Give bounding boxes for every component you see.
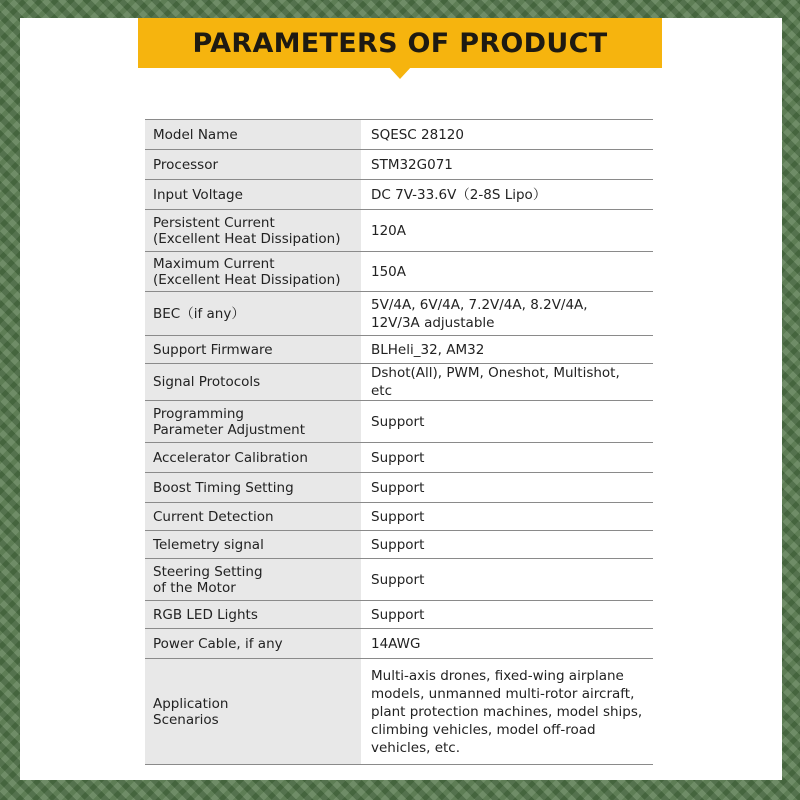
row-value-cell: [361, 252, 653, 292]
row-label: Processor: [153, 156, 219, 173]
banner-notch: [388, 66, 412, 79]
row-value-cell: [361, 292, 653, 336]
table-row: [145, 629, 653, 659]
row-value-cell: [361, 210, 653, 252]
row-label: Programming Parameter Adjustment: [153, 405, 306, 438]
row-label-cell: [145, 364, 361, 401]
table-row: [145, 180, 653, 210]
row-label-cell: [145, 180, 361, 210]
row-label: Accelerator Calibration: [153, 449, 308, 466]
table-row: [145, 401, 653, 443]
table-row: [145, 659, 653, 765]
table-row: [145, 531, 653, 559]
row-value: Support: [371, 479, 425, 496]
row-value: 120A: [371, 222, 407, 239]
row-value: Support: [371, 508, 425, 525]
table-row: [145, 443, 653, 473]
row-value-cell: [361, 120, 653, 150]
row-value-cell: [361, 443, 653, 473]
row-label-cell: [145, 659, 361, 765]
table-row: [145, 559, 653, 601]
row-value: Support: [371, 606, 425, 623]
row-label: Application Scenarios: [153, 695, 229, 728]
row-value: DC 7V-33.6V（2-8S Lipo）: [371, 186, 547, 203]
row-value-cell: [361, 503, 653, 531]
row-value: Dshot(All), PWM, Oneshot, Multishot, etc: [371, 365, 620, 399]
spec-table: [145, 119, 653, 765]
title-banner: [138, 18, 662, 68]
row-label-cell: [145, 559, 361, 601]
row-value: BLHeli_32, AM32: [371, 341, 485, 358]
row-label-cell: [145, 292, 361, 336]
row-label: Telemetry signal: [153, 536, 264, 553]
table-row: [145, 336, 653, 364]
row-label-cell: [145, 120, 361, 150]
row-label: Power Cable, if any: [153, 635, 283, 652]
table-row: [145, 364, 653, 401]
row-label-cell: [145, 601, 361, 629]
row-value-cell: [361, 629, 653, 659]
row-label-cell: [145, 150, 361, 180]
row-label: Signal Protocols: [153, 374, 261, 390]
row-value-cell: [361, 336, 653, 364]
row-value-cell: [361, 473, 653, 503]
row-label: Maximum Current (Excellent Heat Dissipation): [153, 255, 341, 288]
row-label: Current Detection: [153, 508, 274, 525]
table-row: [145, 252, 653, 292]
row-value-cell: [361, 559, 653, 601]
table-row: [145, 601, 653, 629]
row-label: Boost Timing Setting: [153, 479, 294, 496]
row-value-cell: [361, 601, 653, 629]
table-row: [145, 210, 653, 252]
row-label-cell: [145, 503, 361, 531]
row-label: Persistent Current (Excellent Heat Dissipation): [153, 214, 341, 247]
row-label-cell: [145, 531, 361, 559]
row-value: Support: [371, 536, 425, 553]
row-label-cell: [145, 473, 361, 503]
row-value: 5V/4A, 6V/4A, 7.2V/4A, 8.2V/4A, 12V/3A adjustable: [371, 296, 588, 331]
row-value-cell: [361, 659, 653, 765]
row-label-cell: [145, 443, 361, 473]
row-value: STM32G071: [371, 156, 453, 173]
row-value: Multi-axis drones, fixed-wing airplane models, unmanned multi-rotor aircraft, plant protection machines, model ships, climbing vehicles, model off-road vehicles, etc.: [371, 667, 643, 756]
row-value-cell: [361, 364, 653, 401]
row-value-cell: [361, 401, 653, 443]
table-row: [145, 503, 653, 531]
row-label: Input Voltage: [153, 186, 243, 203]
row-label: Model Name: [153, 126, 238, 143]
row-value: Support: [371, 449, 425, 466]
product-card: [20, 18, 782, 780]
row-value: 150A: [371, 263, 407, 280]
row-label: RGB LED Lights: [153, 606, 258, 623]
row-label-cell: [145, 629, 361, 659]
row-value-cell: [361, 531, 653, 559]
row-label-cell: [145, 252, 361, 292]
banner-title: PARAMETERS OF PRODUCT: [192, 27, 608, 59]
table-row: [145, 120, 653, 150]
row-value: SQESC 28120: [371, 126, 464, 143]
table-row: [145, 150, 653, 180]
row-value-cell: [361, 150, 653, 180]
row-value-cell: [361, 180, 653, 210]
row-label: Support Firmware: [153, 341, 273, 358]
row-value: Support: [371, 413, 425, 430]
row-label: Steering Setting of the Motor: [153, 563, 263, 596]
row-label: BEC（if any）: [153, 305, 245, 322]
row-label-cell: [145, 210, 361, 252]
row-label-cell: [145, 401, 361, 443]
table-row: [145, 473, 653, 503]
row-value: 14AWG: [371, 635, 421, 652]
row-label-cell: [145, 336, 361, 364]
row-value: Support: [371, 571, 425, 588]
table-row: [145, 292, 653, 336]
